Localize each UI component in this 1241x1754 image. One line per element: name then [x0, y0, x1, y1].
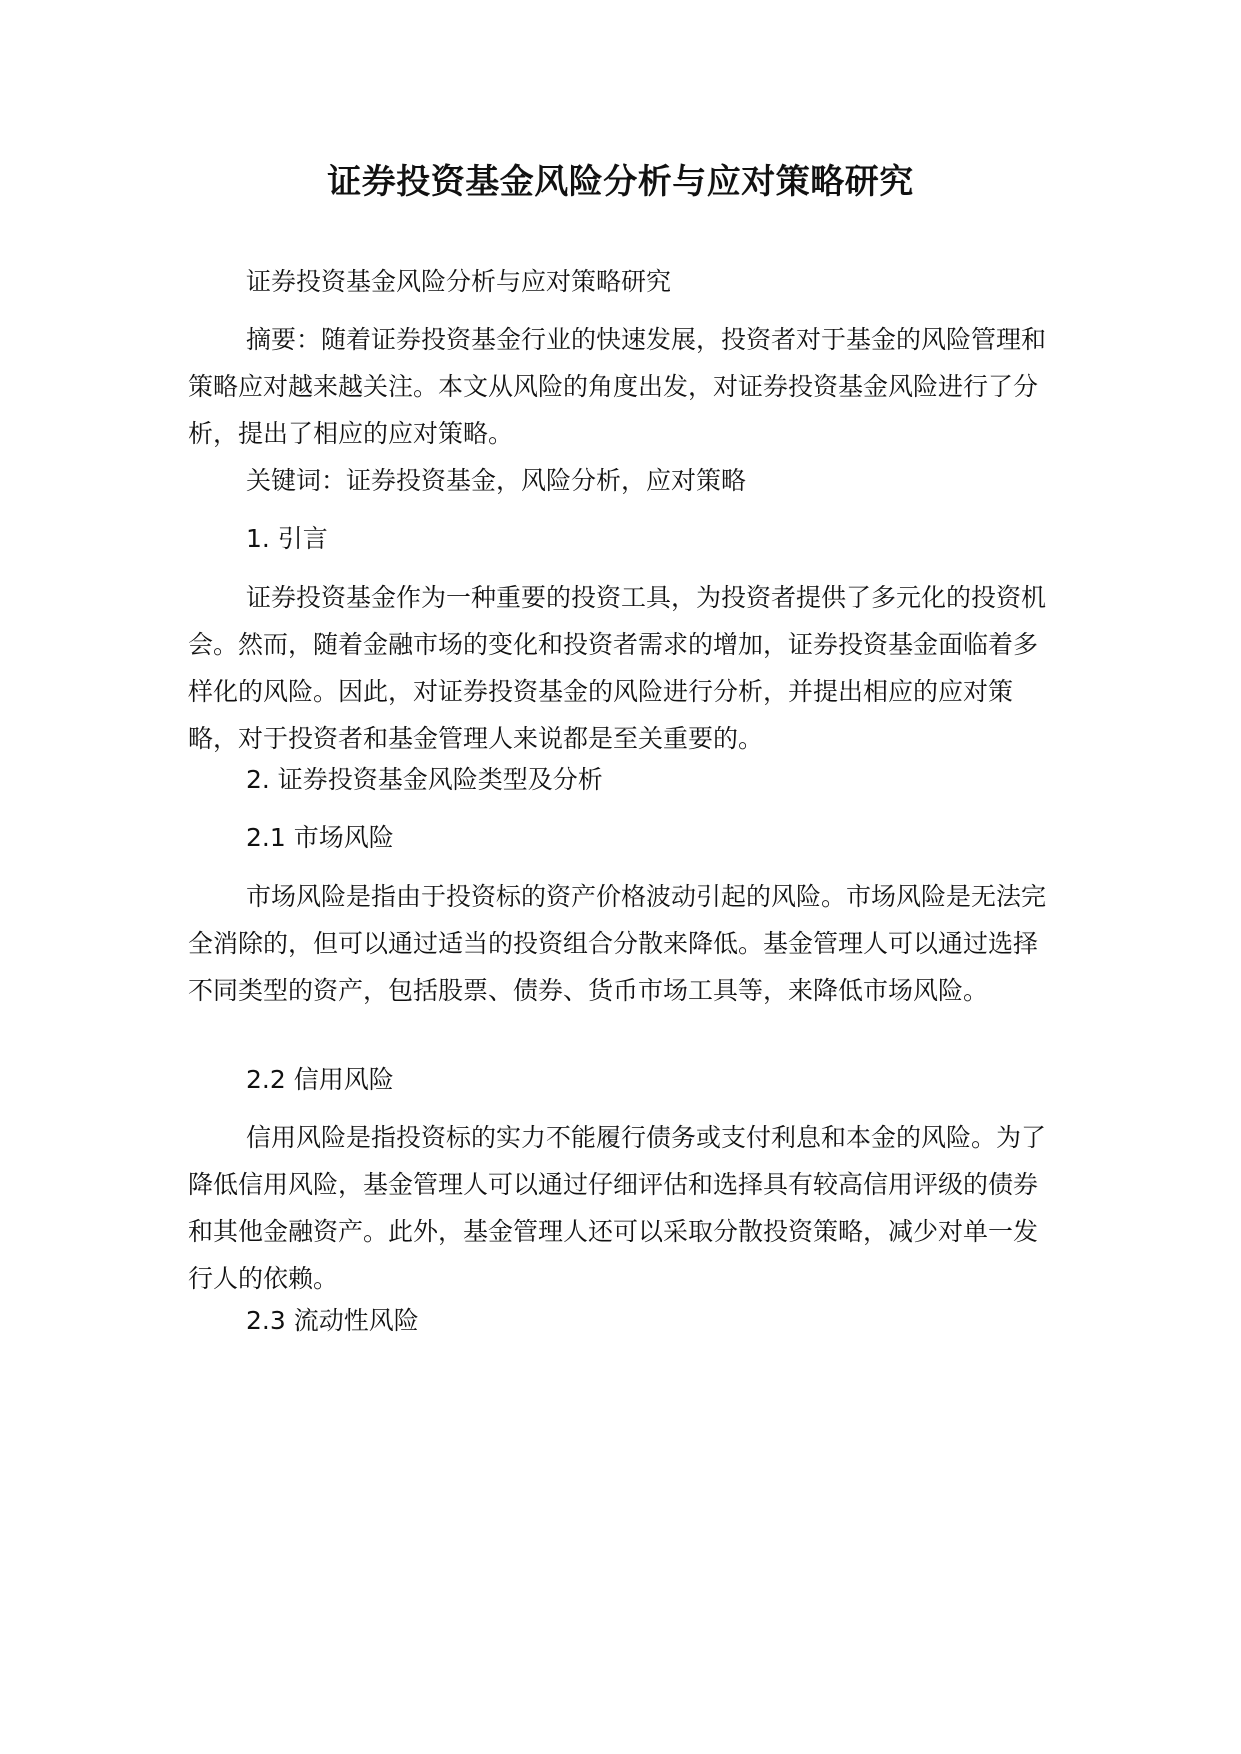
section-2-2-heading: 2.2 信用风险: [246, 1065, 394, 1094]
section-1-body: 证券投资基金作为一种重要的投资工具，为投资者提供了多元化的投资机会。然而，随着金融市场的变化和投资者需求的增加，证券投资基金面临着多样化的风险。因此，对证券投资基金的风险进行分析，并提出相应的应对策略，对于投资者和基金管理人来说都是至关重要的。: [188, 583, 1047, 753]
section-2-1-heading: 2.1 市场风险: [246, 823, 394, 852]
section-2-3-heading: 2.3 流动性风险: [246, 1306, 419, 1335]
section-1-heading: 1. 引言: [246, 524, 328, 553]
document-title: 证券投资基金风险分析与应对策略研究: [327, 162, 914, 202]
keywords-paragraph: 关键词：证券投资基金，风险分析，应对策略: [246, 466, 747, 495]
section-2-1-body: 市场风险是指由于投资标的资产价格波动引起的风险。市场风险是无法完全消除的，但可以通过适当的投资组合分散来降低。基金管理人可以通过选择不同类型的资产，包括股票、债券、货币市场工具等，来降低市场风险。: [188, 882, 1047, 1005]
abstract-paragraph: 摘要：随着证券投资基金行业的快速发展，投资者对于基金的风险管理和策略应对越来越关注。本文从风险的角度出发，对证券投资基金风险进行了分析，提出了相应的应对策略。: [188, 325, 1047, 448]
subtitle-paragraph: 证券投资基金风险分析与应对策略研究: [246, 267, 672, 296]
section-2-heading: 2. 证券投资基金风险类型及分析: [246, 765, 603, 794]
section-2-2-body: 信用风险是指投资标的实力不能履行债务或支付利息和本金的风险。为了降低信用风险，基金管理人可以通过仔细评估和选择具有较高信用评级的债券和其他金融资产。此外，基金管理人还可以采取分散投资策略，减少对单一发行人的依赖。: [188, 1123, 1047, 1293]
